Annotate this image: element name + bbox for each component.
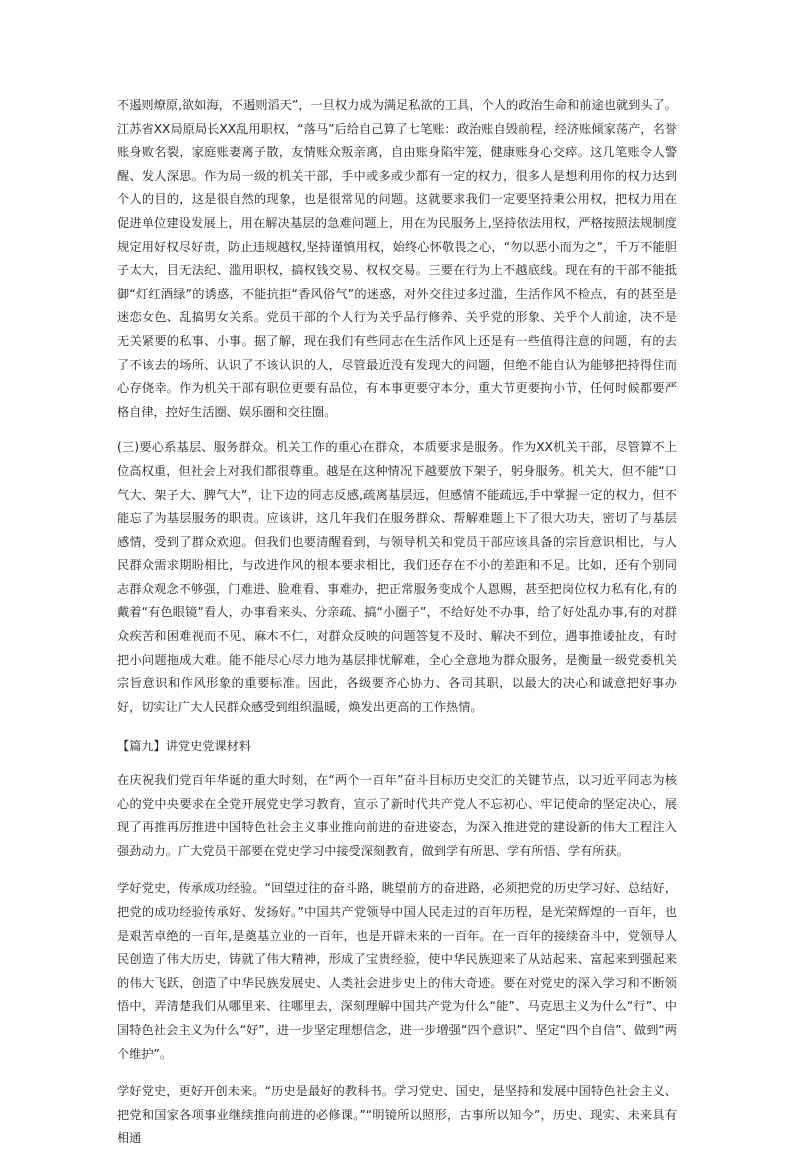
body-paragraph: 不遏则燎原,欲如海，不遏则滔天”，一旦权力成为满足私欲的工具，个人的政治生命和前途也就到头了。江苏省XX局原局长XX乱用职权，“落马”后给自己算了七笔账：政治账自毁前程，经济账倾家荡产，名誉账身败名裂，家庭账妻离子散，友情账众叛亲离，自由账身陷牢笼，健康账身心交瘁。这几笔账令人警醒、发人深思。作为局一级的机关干部，手中或多或少都有一定的权力，很多人是想利用你的权力达到个人的目的，这是很自然的现象，也是很常见的问题。这就要求我们一定要坚持秉公用权，把权力用在促进单位建设发展上，用在解决基层的急难问题上，用在为民服务上,坚持依法用权，严格按照法规制度规定用好权尽好责，防止违规越权,坚持谨慎用权，始终心怀敬畏之心，“勿以恶小而为之”，千万不能胆子太大，目无法纪、滥用职权，搞权钱交易、权权交易。三要在行为上不越底线。现在有的干部不能抵御“灯红酒绿”的诱惑，不能抗拒“香风俗气”的迷惑，对外交往过多过滥，生活作风不检点，有的甚至是迷恋女色、乱搞男女关系。党员干部的个人行为关乎品行修养、关乎党的形象、关乎个人前途，决不是无关紧要的私事、小事。据了解，现在我们有些同志在生活作风上还是有一些值得注意的问题，有的去了不该去的场所、认识了不该认识的人，尽管最近没有发现大的问题，但绝不能自认为能够把持得住而心存侥幸。作为机关干部有职位更要有品位，有本事更要守本分，重大节更要拘小节，任何时候都要严格自律，控好生活圈、娱乐圈和交往圈。	[117, 98, 677, 419]
body-paragraph: 在庆祝我们党百年华诞的重大时刻，在“两个一百年”奋斗目标历史交汇的关键节点，以习近平同志为核心的党中央要求在全党开展党史学习教育，宣示了新时代共产党人不忘初心、牢记使命的坚定决心，展现了再推再厉推进中国特色社会主义事业推向前进的奋进姿态，为深入推进党的建设新的伟大工程注入强劲动力。广大党员干部要在党史学习中接受深刻教育，做到学有所思、学有所悟、学有所获。	[117, 773, 677, 858]
section-heading: 【篇九】讲党史党课材料	[117, 739, 252, 754]
document-page	[117, 94, 677, 1151]
body-paragraph: (三)要心系基层、服务群众。机关工作的重心在群众，本质要求是服务。作为XX机关干部，尽管算不上位高权重，但社会上对我们都很尊重。越是在这种情况下越要放下架子，躬身服务。机关大，但不能“口气大、架子大、脾气大”，让下边的同志反感,疏离基层远，但感情不能疏远,手中掌握一定的权力，但不能忘了为基层服务的职责。应该讲，这几年我们在服务群众、帮解难题上下了很大功夫，密切了与基层感情，受到了群众欢迎。但我们也要清醒看到，与领导机关和党员干部应该具备的宗旨意识相比，与人民群众需求期盼相比，与改进作风的根本要求相比，我们还存在不小的差距和不足。比如，还有个别同志群众观念不够强，门难进、脸难看、事难办，把正常服务变成个人恩赐，甚至把岗位权力私有化,有的戴着“有色眼镜”看人，办事看来头、分亲疏、搞“小圈子”，不给好处不办事，给了好处乱办事,有的对群众疾苦和困难视而不见、麻木不仁，对群众反映的问题答复不及时、解决不到位，遇事推诿扯皮，有时把小问题拖成大难。能不能尽心尽力地为基层排忧解难，全心全意地为群众服务，是衡量一级党委机关宗旨意识和作风形象的重要标准。因此，各级要齐心协力、各司其职，以最大的决心和诚意把好事办好，切实让广大人民群众感受到组织温暖，焕发出更高的工作热情。	[117, 440, 677, 714]
body-paragraph: 学好党史，传承成功经验。“回望过往的奋斗路，眺望前方的奋进路，必须把党的历史学习好、总结好，把党的成功经验传承好、发扬好。”中国共产党领导中国人民走过的百年历程，是光荣辉煌的一百年，也是艰苦卓绝的一百年,是奠基立业的一百年，也是开辟未来的一百年。在一百年的接续奋斗中，党领导人民创造了伟大历史，铸就了伟大精神，形成了宝贵经验，使中华民族迎来了从站起来、富起来到强起来的伟大飞跃，创造了中华民族发展史、人类社会进步史上的伟大奇迹。要在对党史的深入学习和不断领悟中，弄清楚我们从哪里来、往哪里去，深刻理解中国共产党为什么“能”、马克思主义为什么“行”、中国特色社会主义为什么“好”，进一步坚定理想信念，进一步增强“四个意识”、坚定“四个自信”、做到“两个维护”。	[117, 881, 677, 1061]
body-paragraph: 学好党史，更好开创未来。“历史是最好的教科书。学习党史、国史，是坚持和发展中国特色社会主义、把党和国家各项事业继续推向前进的必修课。”“明镜所以照形，古事所以知今”，历史、现实、未来具有相通	[117, 1084, 677, 1146]
